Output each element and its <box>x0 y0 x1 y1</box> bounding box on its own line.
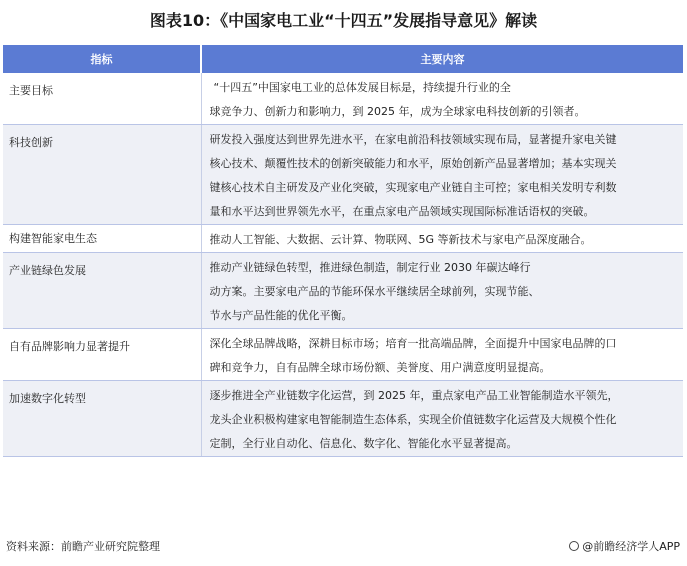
brand-logo-icon <box>569 541 579 551</box>
header-indicator: 指标 <box>3 45 201 73</box>
row-content <box>201 329 683 381</box>
content-line: “十四五”中国家电工业的总体发展目标是，持续提升行业的全 <box>213 81 511 94</box>
row-label: 主要目标 <box>3 73 201 125</box>
content-line: 节水与产品性能的优化平衡。 <box>209 309 353 322</box>
content-line: 定制，全行业自动化、信息化、数字化、智能化水平显著提高。 <box>209 437 518 450</box>
table-row <box>3 381 683 457</box>
content-line: 键核心技术自主研发及产业化突破，实现家电产业链自主可控；家电相关发明专利数 <box>209 181 617 194</box>
table-row <box>3 329 683 381</box>
table-header-row <box>3 45 683 73</box>
brand-text: @前瞻经济学人APP <box>582 540 680 553</box>
row-label: 构建智能家电生态 <box>3 225 201 253</box>
page-title: 图表10：《中国家电工业“十四五”发展指导意见》解读 <box>149 11 538 30</box>
table-row <box>3 253 683 329</box>
table-row <box>3 73 683 125</box>
source-note: 资料来源：前瞻产业研究院整理 <box>6 540 160 553</box>
content-line: 深化全球品牌战略，深耕目标市场；培育一批高端品牌，全面提升中国家电品牌的口 <box>209 337 617 350</box>
brand-credit <box>569 538 680 554</box>
table-row <box>3 225 683 253</box>
row-label: 科技创新 <box>3 125 201 225</box>
header-content: 主要内容 <box>201 45 683 73</box>
content-line: 碑和竞争力，自有品牌全球市场份额、美誉度、用户满意度明显提高。 <box>209 361 551 374</box>
content-line: 推动产业链绿色转型，推进绿色制造，制定行业 2030 年碳达峰行 <box>209 261 531 274</box>
content-line: 核心技术、颠覆性技术的创新突破能力和水平，原始创新产品显著增加；基本实现关 <box>209 157 617 170</box>
content-line: 球竞争力、创新力和影响力，到 2025 年，成为全球家电科技创新的引领者。 <box>209 105 586 118</box>
row-content <box>201 381 683 457</box>
row-content <box>201 225 683 253</box>
row-content <box>201 73 683 125</box>
row-label: 自有品牌影响力显著提升 <box>3 329 201 381</box>
content-line: 量和水平达到世界领先水平，在重点家电产品领域实现国际标准话语权的突破。 <box>209 205 595 218</box>
content-line: 动方案。主要家电产品的节能环保水平继续居全球前列，实现节能、 <box>209 285 540 298</box>
content-line: 推动人工智能、大数据、云计算、物联网、5G 等新技术与家电产品深度融合。 <box>209 233 592 246</box>
content-line: 龙头企业积极构建家电智能制造生态体系，实现全价值链数字化运营及大规模个性化 <box>209 413 617 426</box>
content-line: 研发投入强度达到世界先进水平，在家电前沿科技领域实现布局，显著提升家电关键 <box>209 133 617 146</box>
table-row <box>3 125 683 225</box>
content-line: 逐步推进全产业链数字化运营，到 2025 年，重点家电产品工业智能制造水平领先， <box>209 389 619 402</box>
row-content <box>201 253 683 329</box>
guidance-table <box>3 45 683 457</box>
row-label: 加速数字化转型 <box>3 381 201 457</box>
row-content <box>201 125 683 225</box>
row-label: 产业链绿色发展 <box>3 253 201 329</box>
